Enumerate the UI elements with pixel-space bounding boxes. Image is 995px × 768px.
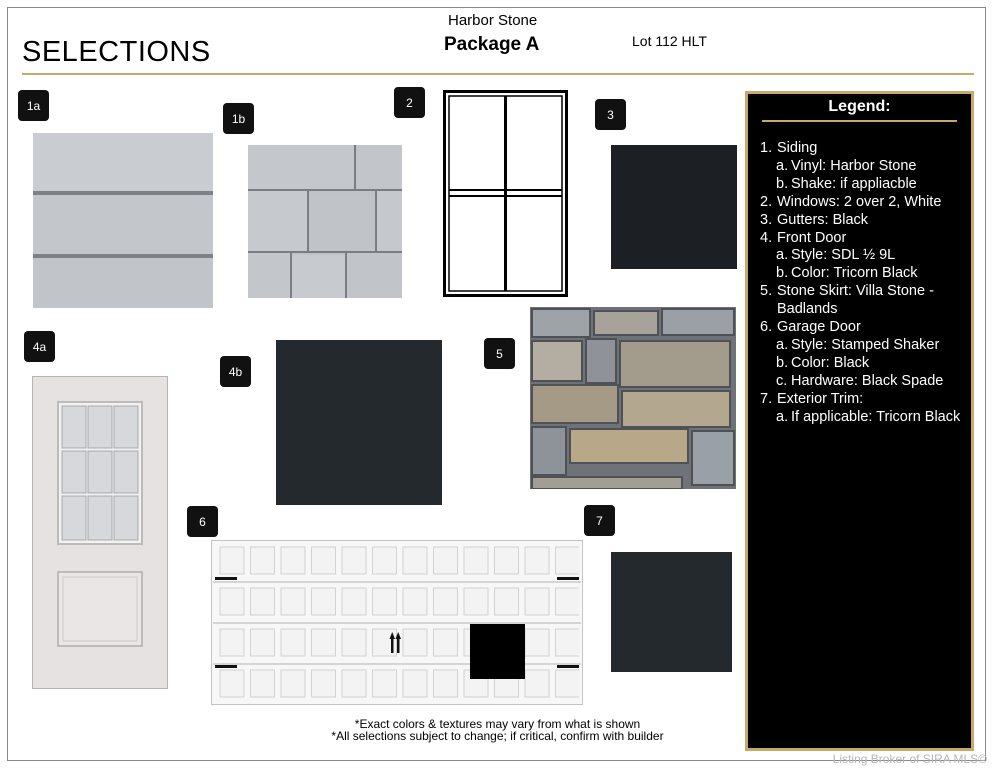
garage-door-illustration	[211, 540, 583, 705]
legend-subitem-letter: b.	[776, 354, 789, 371]
legend-item	[760, 391, 970, 427]
front-door-color-swatch	[276, 340, 442, 505]
disclaimer-changes: *All selections subject to change; if critical, confirm with builder	[331, 729, 664, 743]
tag-4a: 4a	[24, 331, 55, 362]
legend-subitem-letter: a.	[776, 336, 789, 353]
legend-item-number: 5.	[760, 283, 773, 300]
legend-item-number: 7.	[760, 390, 773, 407]
listing-broker-watermark: Listing Broker of SIRA MLS©	[832, 752, 987, 766]
legend-item-label: Stone Skirt: Villa Stone - Badlands	[777, 283, 934, 318]
legend-subitem-label: Hardware: Black Spade	[791, 372, 944, 389]
legend-item-label: Garage Door	[777, 319, 861, 336]
legend-item-label: Front Door	[777, 229, 847, 246]
vinyl-siding-swatch	[33, 133, 213, 308]
legend-subitem-label: If applicable: Tricorn Black	[791, 408, 961, 425]
tag-2: 2	[394, 87, 425, 118]
tag-7: 7	[584, 505, 615, 536]
legend-item	[760, 140, 970, 194]
legend-subitem-letter: a.	[776, 247, 789, 264]
legend-item-number: 6.	[760, 319, 773, 336]
legend-list	[760, 140, 970, 427]
legend-item-label: Gutters: Black	[777, 211, 869, 228]
legend-item-label: Siding	[777, 140, 818, 156]
legend-subitem-letter: c.	[776, 372, 788, 389]
legend-subitem-label: Style: Stamped Shaker	[791, 336, 940, 353]
shake-siding-swatch	[248, 145, 402, 298]
legend-item-number: 4.	[760, 229, 773, 246]
legend-item	[760, 319, 970, 391]
package-name: Harbor Stone	[448, 12, 538, 29]
tag-3: 3	[595, 99, 626, 130]
legend-subitem-letter: a.	[776, 157, 789, 174]
legend-item-number: 1.	[760, 140, 773, 156]
stone-skirt-swatch	[530, 307, 736, 489]
legend-subitem-label: Style: SDL ½ 9L	[791, 247, 896, 264]
legend-title: Legend:	[828, 98, 891, 115]
legend-item	[760, 230, 970, 284]
legend-item-number: 3.	[760, 211, 773, 228]
tag-6: 6	[187, 506, 218, 537]
gutter-color-swatch	[611, 145, 737, 269]
front-door-illustration	[32, 376, 168, 689]
legend-item	[760, 194, 970, 212]
legend-subitem-letter: b.	[776, 265, 789, 282]
window-2-over-2-illustration	[443, 90, 568, 297]
legend-item-label: Exterior Trim:	[777, 390, 864, 407]
legend-item	[760, 212, 970, 230]
tag-1a: 1a	[18, 90, 49, 121]
legend-subitem-letter: a.	[776, 408, 789, 425]
legend-item	[760, 283, 970, 319]
disclaimer-colors: *Exact colors & textures may vary from what is shown	[354, 717, 641, 731]
legend-subitem-label: Color: Black	[791, 354, 870, 371]
legend-subitem-letter: b.	[776, 175, 789, 192]
page-title: SELECTIONS	[22, 36, 211, 68]
legend-panel	[745, 91, 974, 751]
lot-number: Lot 112 HLT	[632, 33, 707, 49]
package-label: Package A	[444, 34, 540, 55]
legend-subitem-label: Vinyl: Harbor Stone	[791, 157, 917, 174]
tag-5: 5	[484, 338, 515, 369]
legend-subitem-label: Shake: if appliacble	[791, 175, 917, 192]
header-divider	[22, 73, 974, 75]
legend-divider	[762, 120, 957, 122]
tag-1b: 1b	[223, 103, 254, 134]
exterior-trim-swatch	[611, 552, 732, 672]
legend-item-number: 2.	[760, 193, 773, 210]
legend-item-label: Windows: 2 over 2, White	[777, 193, 942, 210]
legend-subitem-label: Color: Tricorn Black	[791, 265, 918, 282]
tag-4b: 4b	[220, 356, 251, 387]
